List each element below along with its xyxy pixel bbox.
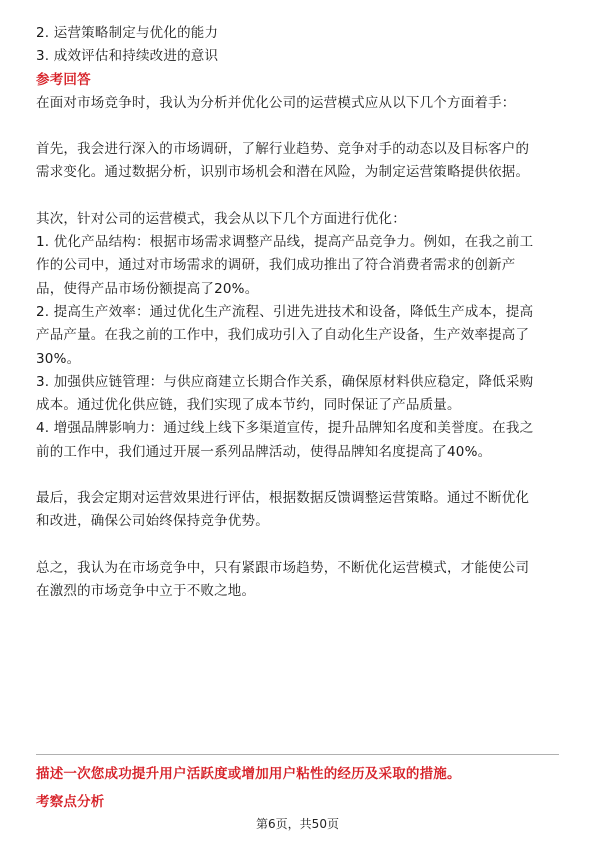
divider [36, 754, 559, 755]
para-first-line-1: 首先，我会进行深入的市场调研，了解行业趋势、竞争对手的动态以及目标客户的 [36, 141, 530, 158]
list-line: 3. 加强供应链管理：与供应商建立长期合作关系，确保原材料供应稳定，降低采购 [36, 373, 534, 390]
list-line: 2. 提高生产效率：通过优化生产流程、引进先进技术和设备，降低生产成本，提高 [36, 303, 534, 320]
list-line: 前的工作中，我们通过开展一系列品牌活动，使得品牌知名度提高了40%。 [36, 443, 492, 460]
document-body [36, 22, 559, 603]
intro-text: 在面对市场竞争时，我认为分析并优化公司的运营模式应从以下几个方面着手： [36, 94, 516, 111]
list-line: 4. 增强品牌影响力：通过线上线下多渠道宣传，提升品牌知名度和美誉度。在我之 [36, 420, 534, 437]
list-line: 成本。通过优化供应链，我们实现了成本节约，同时保证了产品质量。 [36, 397, 461, 414]
point-2: 2. 运营策略制定与优化的能力 [36, 25, 219, 41]
list-line: 产品产量。在我之前的工作中，我们成功引入了自动化生产设备，生产效率提高了 [36, 327, 530, 344]
page-footer: 第6页，共50页 [256, 817, 339, 831]
answer-heading: 参考回答 [36, 71, 91, 88]
para-last-line-2: 和改进，确保公司始终保持竞争优势。 [36, 513, 269, 530]
analysis-heading: 考察点分析 [36, 794, 105, 810]
point-3: 3. 成效评估和持续改进的意识 [36, 48, 219, 65]
list-line: 1. 优化产品结构：根据市场需求调整产品线，提高产品竞争力。例如，在我之前工 [36, 234, 534, 251]
summary-line-1: 总之，我认为在市场竞争中，只有紧跟市场趋势，不断优化运营模式，才能使公司 [36, 559, 530, 576]
list-line: 品，使得产品市场份额提高了20%。 [36, 280, 259, 297]
para-second-intro: 其次，针对公司的运营模式，我会从以下几个方面进行优化： [36, 210, 406, 227]
para-first-line-2: 需求变化。通过数据分析，识别市场机会和潜在风险，为制定运营策略提供依据。 [36, 164, 530, 181]
para-last-line-1: 最后，我会定期对运营效果进行评估，根据数据反馈调整运营策略。通过不断优化 [36, 490, 530, 507]
list-line: 30%。 [36, 350, 81, 367]
next-question: 描述一次您成功提升用户活跃度或增加用户粘性的经历及采取的措施。 [36, 766, 461, 782]
summary-line-2: 在激烈的市场竞争中立于不败之地。 [36, 582, 256, 599]
list-line: 作的公司中，通过对市场需求的调研，我们成功推出了符合消费者需求的创新产 [36, 257, 516, 274]
